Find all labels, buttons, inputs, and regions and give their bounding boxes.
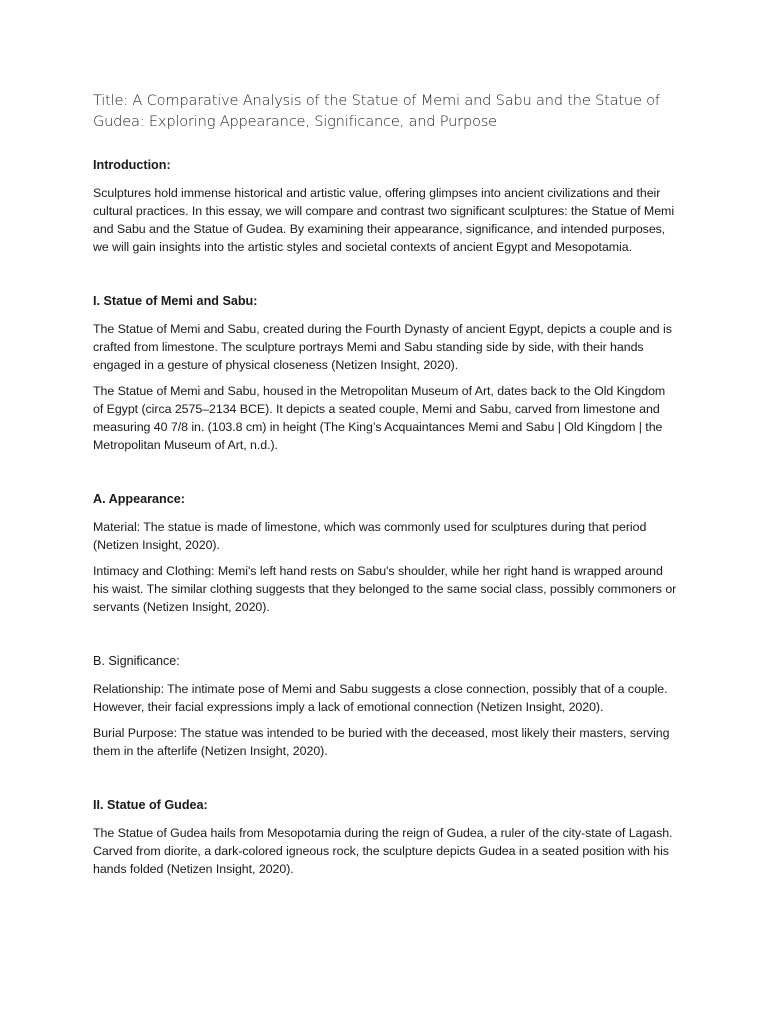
appearance-paragraph: Material: The statue is made of limestone, which was commonly used for sculptures during that period (Netizen Insight, 2020). xyxy=(93,520,647,552)
spacer xyxy=(93,768,677,796)
section-memi-sabu-heading: I. Statue of Memi and Sabu: xyxy=(93,294,258,308)
appearance-paragraph: Intimacy and Clothing: Memi's left hand rests on Sabu's shoulder, while her right hand is wrapped around his waist. The similar clothing suggests that they belonged to the same social class, possibly commoners or servants (Netizen Insight, 2020). xyxy=(93,564,677,614)
significance-paragraph: Burial Purpose: The statue was intended to be buried with the deceased, most likely their masters, serving them in the afterlife (Netizen Insight, 2020). xyxy=(93,726,670,758)
spacer xyxy=(93,624,677,652)
spacer xyxy=(93,264,677,292)
section-memi-sabu-paragraph: The Statue of Memi and Sabu, housed in the Metropolitan Museum of Art, dates back to the Old Kingdom of Egypt (circa 2575–2134 BCE). It depicts a seated couple, Memi and Sabu, carved from limestone and measuring 40 7/8 in. (103.8 cm) in height (The King’s Acquaintances Memi and Sabu | Old Kingdom | the Metropolitan Museum of Art, n.d.). xyxy=(93,384,666,452)
section-appearance xyxy=(93,490,677,616)
introduction-heading: Introduction: xyxy=(93,158,171,172)
document-title: Title: A Comparative Analysis of the Statue of Memi and Sabu and the Statue of Gudea: Exploring Appearance, Significance, and Purpose xyxy=(93,92,660,130)
significance-paragraph: Relationship: The intimate pose of Memi and Sabu suggests a close connection, possibly that of a couple. However, their facial expressions imply a lack of emotional connection (Netizen Insight, 2020). xyxy=(93,682,668,714)
section-gudea-heading: II. Statue of Gudea: xyxy=(93,798,208,812)
section-gudea xyxy=(93,796,677,878)
section-appearance-heading: A. Appearance: xyxy=(93,492,185,506)
section-significance xyxy=(93,652,677,760)
section-memi-sabu-paragraph: The Statue of Memi and Sabu, created during the Fourth Dynasty of ancient Egypt, depicts a couple and is crafted from limestone. The sculpture portrays Memi and Sabu standing side by side, with their hands engaged in a gesture of physical closeness (Netizen Insight, 2020). xyxy=(93,322,672,372)
spacer xyxy=(93,462,677,490)
document-page xyxy=(93,90,677,886)
introduction-section xyxy=(93,156,677,256)
section-memi-sabu xyxy=(93,292,677,454)
section-gudea-paragraph: The Statue of Gudea hails from Mesopotamia during the reign of Gudea, a ruler of the city-state of Lagash. Carved from diorite, a dark-colored igneous rock, the sculpture depicts Gudea in a seated position with his hands folded (Netizen Insight, 2020). xyxy=(93,826,673,876)
introduction-paragraph: Sculptures hold immense historical and artistic value, offering glimpses into ancient civilizations and their cultural practices. In this essay, we will compare and contrast two significant sculptures: the Statue of Memi and Sabu and the Statue of Gudea. By examining their appearance, significance, and intended purposes, we will gain insights into the artistic styles and societal contexts of ancient Egypt and Mesopotamia. xyxy=(93,186,675,254)
section-significance-heading: B. Significance: xyxy=(93,654,180,668)
